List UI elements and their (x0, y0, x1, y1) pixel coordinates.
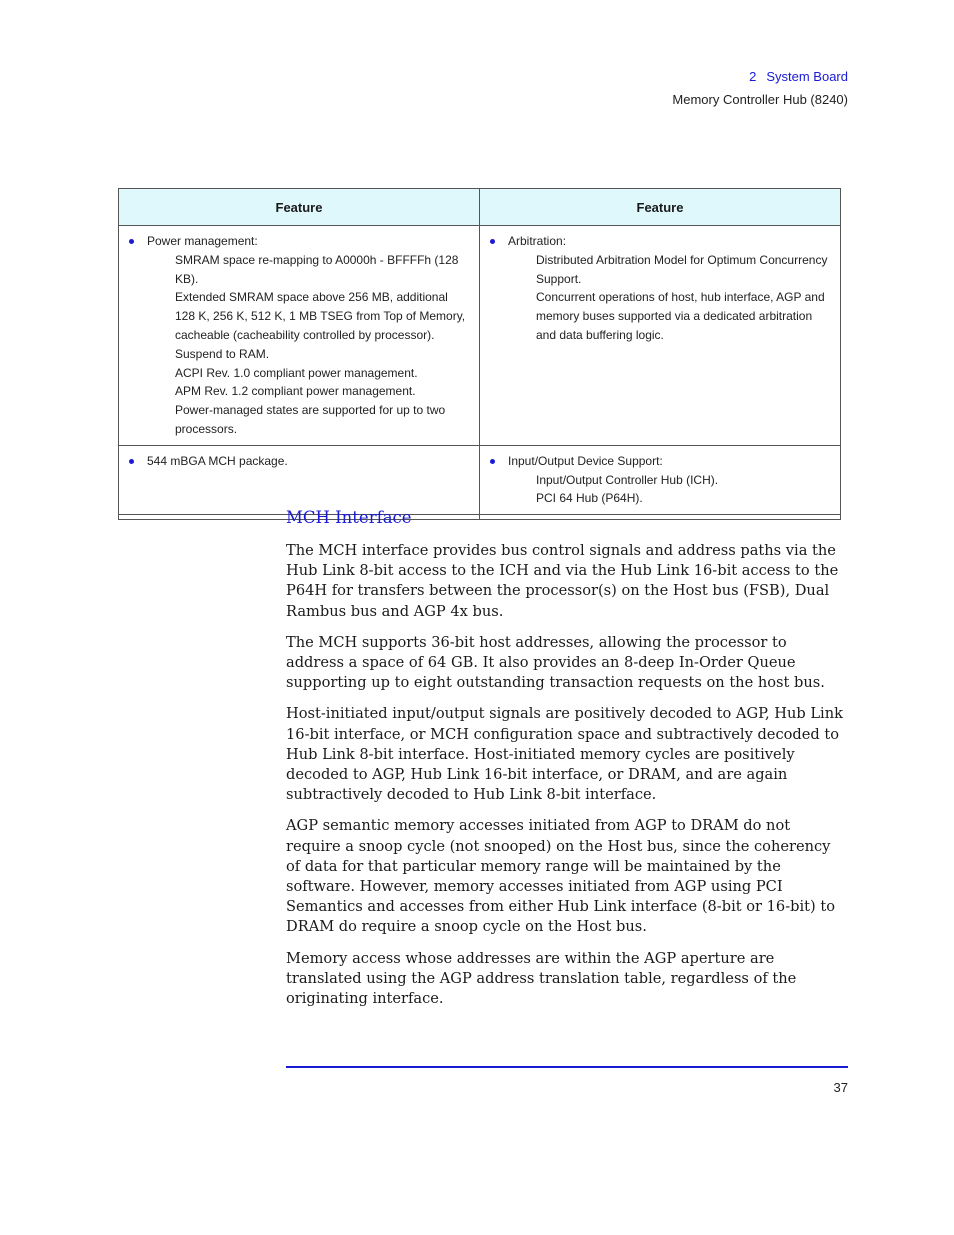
table-cell (119, 226, 480, 446)
section-heading: MCH Interface (286, 508, 412, 527)
paragraph: Host-initiated input/output signals are positively decoded to AGP, Hub Link 16-bit interface, or MCH configuration space and subtractively decoded to Hub Link 8-bit interface. Host-initiated memory cycles are positively decoded to AGP, Hub Link 16-bit interface, or DRAM, and are again subtractively decoded to Hub Link 8-bit interface. (286, 705, 843, 804)
table-cell (119, 445, 480, 514)
sub-item: PCI 64 Hub (P64H). (536, 491, 643, 506)
bullet-item (127, 232, 471, 251)
sub-item: Extended SMRAM space above 256 MB, additional 128 K, 256 K, 512 K, 1 MB TSEG from Top of Memory, cacheable (cacheability controlled by processor). (175, 290, 466, 342)
bullet-text: 544 mBGA MCH package. (147, 453, 288, 468)
sub-item: SMRAM space re-mapping to A0000h - BFFFFh (128 KB). (175, 252, 459, 286)
bullet-item (127, 452, 471, 471)
paragraph: Memory access whose addresses are within the AGP aperture are translated using the AGP address translation table, regardless of the originating interface. (286, 949, 797, 1008)
footer-rule (286, 1066, 848, 1068)
paragraph: The MCH interface provides bus control signals and address paths via the Hub Link 8-bit access to the ICH and via the Hub Link 16-bit access to the P64H for transfers between the processor(s) on the Host bus (FSB), Dual Rambus bus and AGP 4x bus. (286, 542, 839, 620)
bullet-item (488, 232, 832, 251)
sub-item-list (536, 251, 832, 345)
running-header-section: Memory Controller Hub (8240) (672, 92, 848, 107)
bullet-item (488, 452, 832, 471)
bullet-text: Input/Output Device Support: (508, 453, 663, 468)
sub-item: Suspend to RAM. (175, 346, 270, 361)
column-header: Feature (119, 189, 480, 226)
running-header-chapter (749, 69, 848, 84)
feature-table (118, 188, 841, 520)
sub-item: Input/Output Controller Hub (ICH). (536, 472, 719, 487)
table-row (119, 445, 841, 514)
sub-item-list (536, 471, 832, 509)
table-row (119, 226, 841, 446)
sub-item-list (175, 251, 471, 439)
page-number: 37 (833, 1080, 848, 1095)
section-body (286, 541, 848, 1020)
sub-item: Distributed Arbitration Model for Optimum Concurrency Support. (536, 252, 828, 286)
sub-item: Power-managed states are supported for up to two processors. (175, 403, 446, 436)
table-bottom-spacer (119, 515, 841, 520)
paragraph: AGP semantic memory accesses initiated from AGP to DRAM do not require a snoop cycle (not snooped) on the Host bus, since the coherency of data for that particular memory range will be maintained by the software. However, memory accesses initiated from AGP using PCI Semantics and accesses from either Hub Link interface (8-bit or 16-bit) to DRAM do require a snoop cycle on the Host bus. (286, 817, 835, 936)
paragraph: The MCH supports 36-bit host addresses, allowing the processor to address a space of 64 GB. It also provides an 8-deep In-Order Queue supporting up to eight outstanding transaction requests on the host bus. (286, 633, 825, 692)
sub-item: ACPI Rev. 1.0 compliant power management. (175, 365, 418, 380)
column-header: Feature (480, 189, 841, 226)
bullet-text: Arbitration: (508, 234, 567, 248)
table-header-row (119, 189, 841, 226)
bullet-icon (490, 239, 495, 244)
chapter-title: System Board (766, 69, 848, 84)
bullet-text: Power management: (147, 234, 258, 248)
bullet-icon (490, 459, 495, 464)
bullet-icon (129, 459, 134, 464)
sub-item: Concurrent operations of host, hub interface, AGP and memory buses supported via a dedicated arbitration and data buffering logic. (536, 290, 825, 342)
table-cell (480, 515, 841, 520)
sub-item: APM Rev. 1.2 compliant power management. (175, 384, 416, 399)
bullet-icon (129, 239, 134, 244)
chapter-number: 2 (749, 69, 757, 84)
table-cell (480, 445, 841, 514)
table-cell (480, 226, 841, 446)
